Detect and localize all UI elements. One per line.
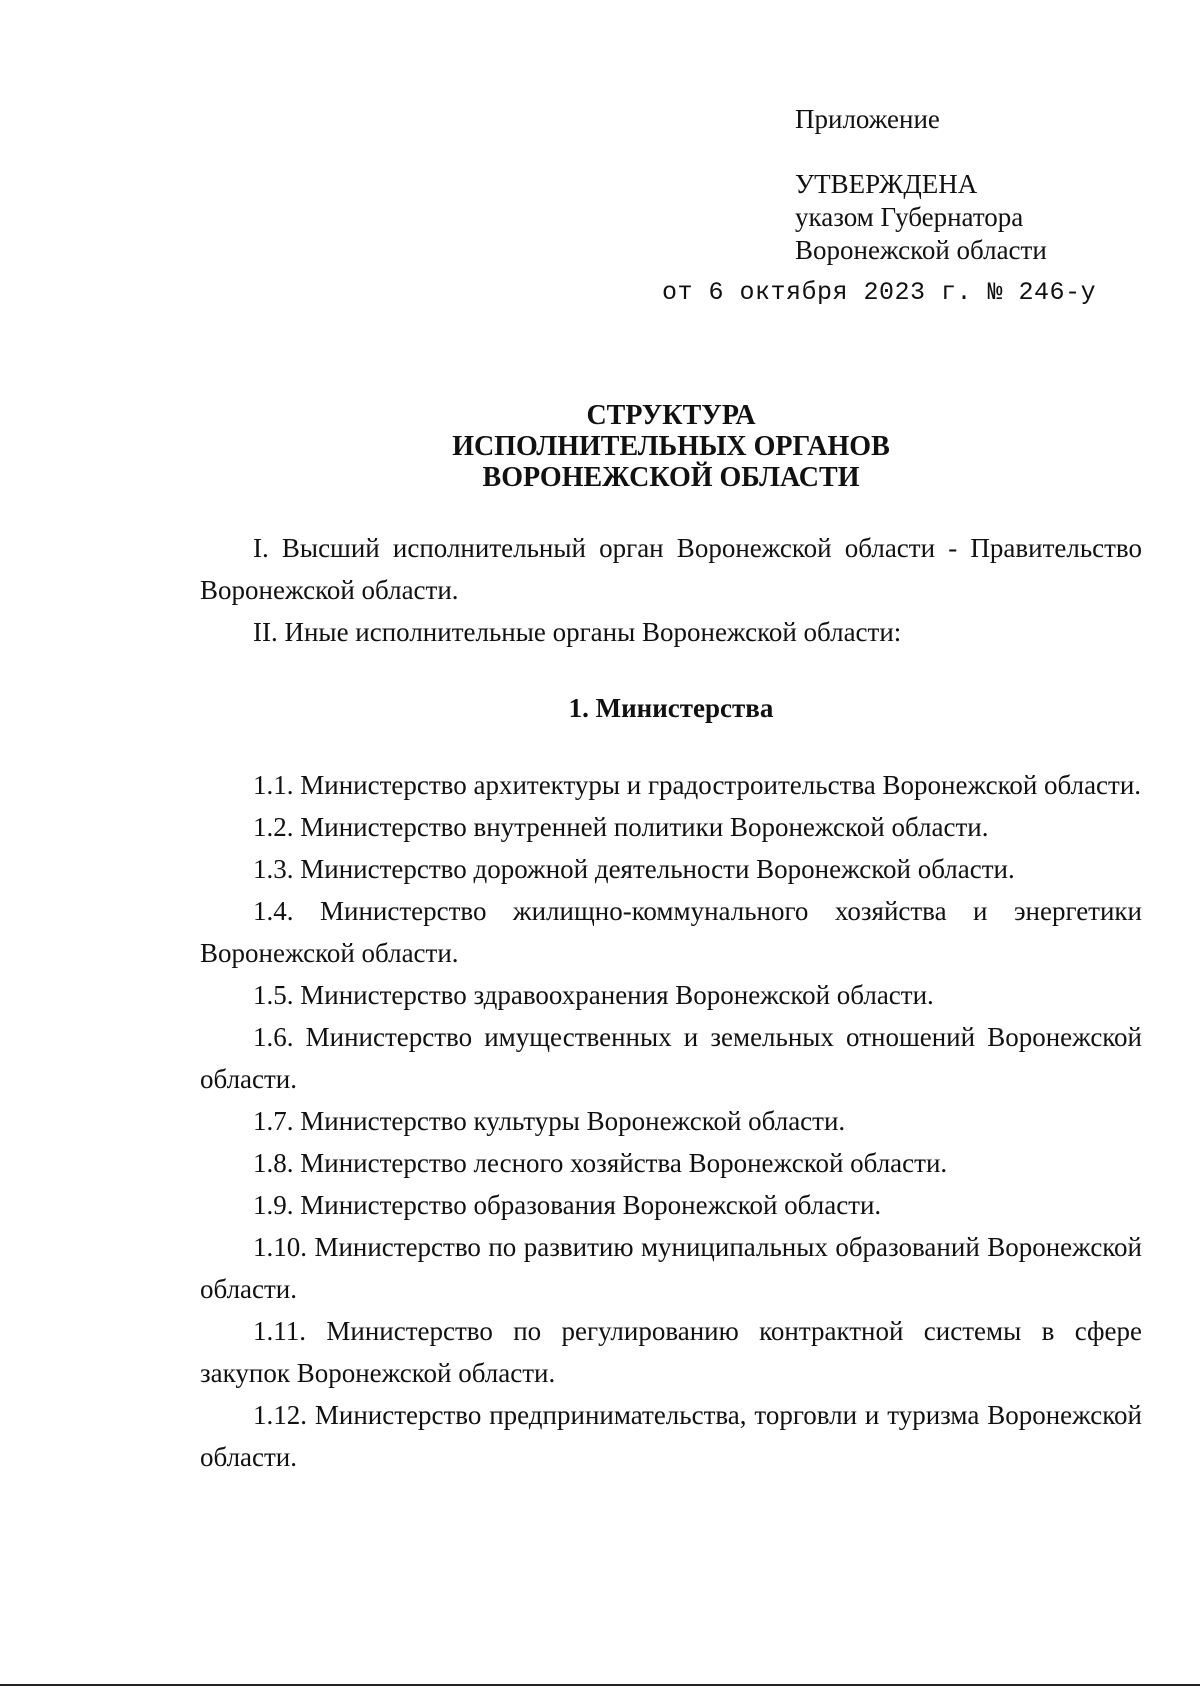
attachment-label: Приложение [795,104,940,134]
list-item: 1.12. Министерство предпринимательства, торговли и туризма Воронежской области. [200,1400,1142,1472]
list-item: 1.3. Министерство дорожной деятельности Воронежской области. [253,854,1015,884]
list-item: 1.2. Министерство внутренней политики Воронежской области. [253,812,989,842]
title-line-2: ИСПОЛНИТЕЛЬНЫХ ОРГАНОВ [452,431,890,462]
intro-section [200,527,1142,653]
approval-stamp [795,103,1047,267]
list-item: 1.6. Министерство имущественных и земельных отношений Воронежской области. [200,1022,1142,1094]
list-item: 1.1. Министерство архитектуры и градостроительства Воронежской области. [253,770,1142,800]
region-label: Воронежской области [795,235,1047,265]
intro-paragraph-2: II. Иные исполнительные органы Воронежской области: [253,617,902,647]
list-item: 1.5. Министерство здравоохранения Воронежской области. [253,980,934,1010]
bottom-rule [0,1684,1200,1686]
list-item: 1.4. Министерство жилищно-коммунального хозяйства и энергетики Воронежской области. [200,896,1142,968]
order-date: от 6 октября 2023 г. № 246-у [662,278,1097,307]
list-item: 1.9. Министерство образования Воронежской области. [253,1190,882,1220]
decree-label: указом Губернатора [795,202,1024,232]
list-item: 1.11. Министерство по регулированию контрактной системы в сфере закупок Воронежской области. [200,1316,1142,1388]
intro-paragraph-1: I. Высший исполнительный орган Воронежской области - Правительство Воронежской области. [200,533,1142,605]
list-item: 1.10. Министерство по развитию муниципальных образований Воронежской области. [200,1232,1142,1304]
document-title [200,400,1142,493]
section-heading: 1. Министерства [568,693,774,723]
list-item: 1.7. Министерство культуры Воронежской области. [253,1106,846,1136]
approved-label: УТВЕРЖДЕНА [795,169,978,199]
ministries-list [200,764,1142,1478]
title-line-1: СТРУКТУРА [586,400,756,431]
title-line-3: ВОРОНЕЖСКОЙ ОБЛАСТИ [482,462,860,493]
list-item: 1.8. Министерство лесного хозяйства Воронежской области. [253,1148,948,1178]
